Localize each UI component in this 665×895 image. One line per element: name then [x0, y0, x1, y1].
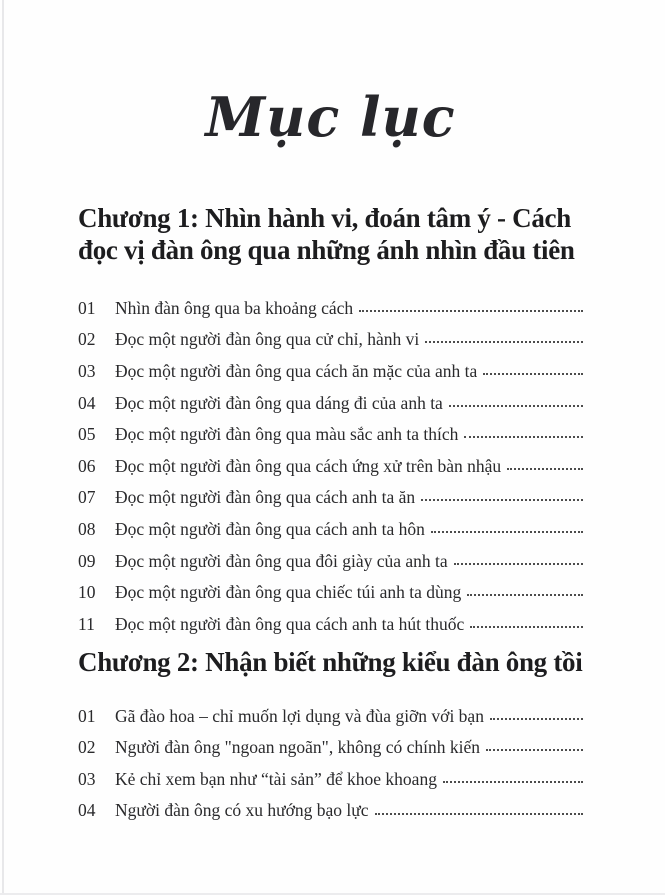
table-of-contents — [78, 202, 583, 821]
toc-entry — [78, 789, 583, 821]
chapter-section-1 — [78, 202, 583, 634]
toc-entry — [78, 413, 583, 445]
toc-entry — [78, 602, 583, 634]
entry-number: 04 — [78, 392, 96, 413]
toc-entry — [78, 757, 583, 789]
entry-title: Đọc một người đàn ông qua cách ứng xử trên bàn nhậu — [115, 455, 502, 476]
dotted-leader — [431, 531, 583, 533]
page-edge-left — [2, 0, 4, 895]
dotted-leader — [454, 563, 583, 565]
entry-number: 04 — [78, 800, 96, 821]
entry-number: 09 — [78, 550, 96, 571]
entry-number: 08 — [78, 518, 96, 539]
entry-number: 10 — [78, 582, 96, 603]
dotted-leader — [483, 373, 583, 375]
dotted-leader — [359, 310, 583, 312]
entry-title: Gã đào hoa – chỉ muốn lợi dụng và đùa giỡn với bạn — [115, 705, 484, 726]
entry-number: 05 — [78, 424, 96, 445]
entry-title: Người đàn ông "ngoan ngoãn", không có chính kiến — [115, 737, 480, 758]
entry-title: Nhìn đàn ông qua ba khoảng cách — [115, 297, 354, 318]
chapter-section-2 — [78, 646, 583, 821]
entry-title: Đọc một người đàn ông qua dáng đi của anh ta — [115, 392, 443, 413]
entry-title: Kẻ chỉ xem bạn như “tài sản” để khoe khoang — [115, 768, 437, 789]
toc-entry — [78, 539, 583, 571]
page-title: Mục lục — [205, 85, 456, 149]
dotted-leader — [467, 594, 583, 596]
entry-title: Đọc một người đàn ông qua cách anh ta hút thuốc — [115, 613, 465, 634]
dotted-leader — [486, 749, 583, 751]
entry-title: Người đàn ông có xu hướng bạo lực — [115, 800, 369, 821]
dotted-leader — [490, 718, 583, 720]
toc-entry — [78, 318, 583, 350]
dotted-leader — [470, 626, 583, 628]
entry-number: 02 — [78, 737, 96, 758]
chapter-heading: Chương 1: Nhìn hành vi, đoán tâm ý - Cách đọc vị đàn ông qua những ánh nhìn đầu tiên — [78, 202, 575, 265]
entry-title: Đọc một người đàn ông qua cử chỉ, hành vi — [115, 329, 420, 350]
dotted-leader — [421, 499, 583, 501]
dotted-leader — [443, 781, 583, 783]
entry-title: Đọc một người đàn ông qua chiếc túi anh ta dùng — [115, 582, 462, 603]
chapter-heading: Chương 2: Nhận biết những kiểu đàn ông tồi — [78, 646, 583, 677]
entry-number: 01 — [78, 297, 96, 318]
toc-entry — [78, 507, 583, 539]
dotted-leader — [425, 341, 583, 343]
entry-title: Đọc một người đàn ông qua cách ăn mặc của anh ta — [115, 360, 478, 381]
toc-entry — [78, 381, 583, 413]
entry-title: Đọc một người đàn ông qua màu sắc anh ta thích — [115, 424, 459, 445]
entry-number: 07 — [78, 487, 96, 508]
entry-title: Đọc một người đàn ông qua cách anh ta hôn — [115, 518, 425, 539]
entry-number: 02 — [78, 329, 96, 350]
entry-number: 11 — [78, 613, 95, 634]
dotted-leader — [449, 405, 583, 407]
entry-number: 06 — [78, 455, 96, 476]
entry-title: Đọc một người đàn ông qua cách anh ta ăn — [115, 487, 416, 508]
entry-number: 01 — [78, 705, 96, 726]
entry-number: 03 — [78, 768, 96, 789]
toc-entry — [78, 349, 583, 381]
entry-number: 03 — [78, 360, 96, 381]
toc-entry — [78, 726, 583, 758]
toc-entry — [78, 286, 583, 318]
dotted-leader — [464, 436, 583, 438]
entry-title: Đọc một người đàn ông qua đôi giày của anh ta — [115, 550, 448, 571]
dotted-leader — [375, 813, 583, 815]
toc-entry — [78, 571, 583, 603]
toc-entry — [78, 694, 583, 726]
toc-entry — [78, 444, 583, 476]
toc-entry — [78, 476, 583, 508]
dotted-leader — [507, 468, 583, 470]
